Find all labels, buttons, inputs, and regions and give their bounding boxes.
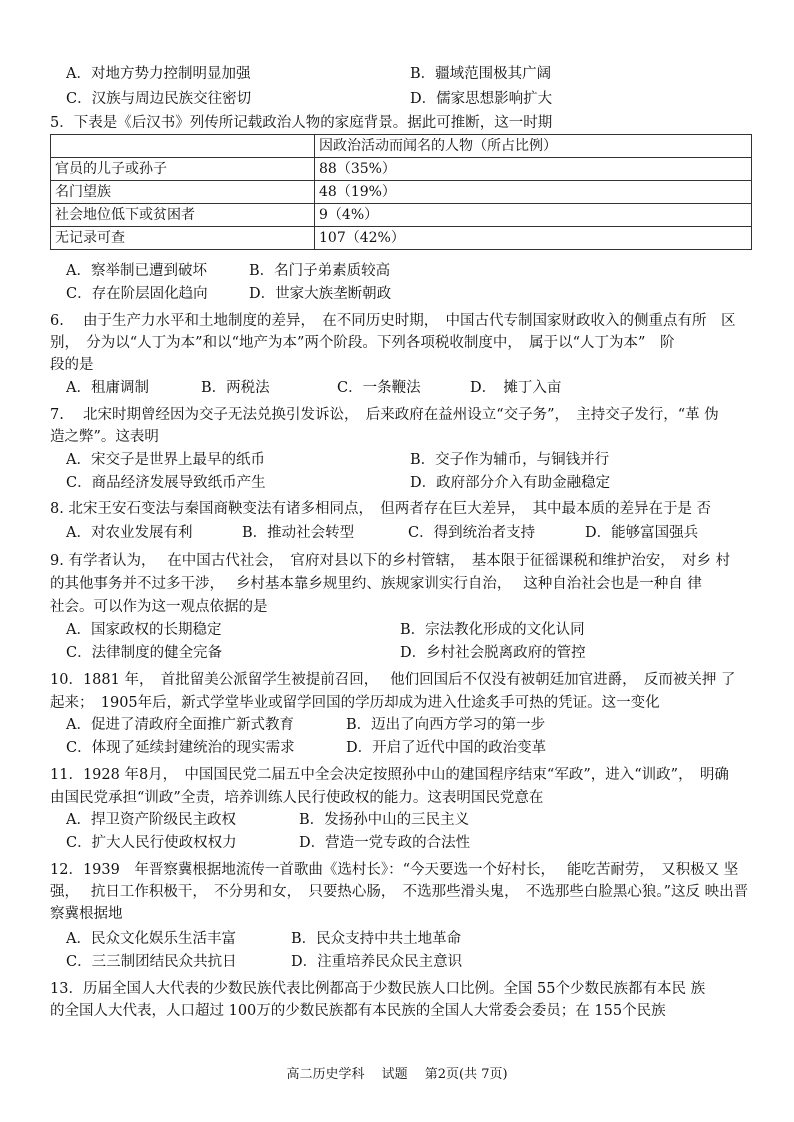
table-row	[51, 181, 752, 204]
q8-option-c: C．得到统治者支持	[408, 525, 536, 541]
q11-option-b: B．发扬孙中山的三民主义	[299, 812, 470, 828]
q5-background-table	[50, 134, 752, 250]
table-cell: 88（35%）	[315, 158, 752, 181]
q6-option-c: C．一条鞭法	[337, 380, 421, 396]
q11-stem-line-1: 11．1928 年8月， 中国国民党二届五中全会决定按照孙中山的建国程序结束“军政”，进入“训政”， 明确	[50, 767, 729, 783]
q12-option-a: A．民众文化娱乐生活丰富	[66, 931, 236, 947]
q7-option-c: C．商品经济发展导致纸币产生	[66, 475, 266, 491]
q6-option-b: B．两税法	[201, 380, 270, 396]
table-cell: 名门望族	[51, 181, 315, 204]
q5-option-a: A．察举制已遭到破坏	[66, 263, 207, 279]
q9-stem-line-1: 9. 有学者认为， 在中国古代社会， 官府对县以下的乡村管辖， 基本限于征徭课税和维护治安， 对乡 村	[50, 553, 731, 569]
q4-option-a: A．对地方势力控制明显加强	[66, 66, 251, 82]
q6-stem-line-3: 段的是	[50, 357, 94, 373]
table-row	[51, 158, 752, 181]
q10-option-d: D．开启了近代中国的政治变革	[346, 740, 547, 756]
q12-stem-line-3: 察冀根据地	[50, 906, 123, 922]
q6-option-d: D． 摊丁入亩	[470, 380, 562, 396]
q11-option-c: C．扩大人民行使政权权力	[66, 835, 237, 851]
table-cell: 无记录可查	[51, 227, 315, 250]
q4-option-d: D．儒家思想影响扩大	[410, 91, 553, 107]
table-header-row	[51, 135, 752, 158]
q12-option-c: C．三三制团结民众共抗日	[66, 954, 237, 970]
q6-option-a: A．租庸调制	[66, 380, 149, 396]
q9-option-d: D．乡村社会脱离政府的管控	[400, 645, 586, 661]
q12-stem-line-1: 12．1939 年晋察冀根据地流传一首歌曲《选村长》：“今天要选一个好村长， 能吃苦耐劳， 又积极又 坚	[50, 862, 739, 878]
table-cell: 官员的儿子或孙子	[51, 158, 315, 181]
q11-stem-line-2: 由国民党承担“训政”全责，培养训练人民行使政权的能力。这表明国民党意在	[50, 790, 544, 806]
q11-option-d: D．营造一党专政的合法性	[299, 835, 471, 851]
q4-option-b: B．疆域范围极其广阔	[410, 66, 552, 82]
q10-stem-line-1: 10．1881 年， 首批留美公派留学生被提前召回， 他们回国后不仅没有被朝廷加官进爵， 反而被关押 了	[50, 672, 736, 688]
q13-stem-line-1: 13．历届全国人大代表的少数民族代表比例都高于少数民族人口比例。全国 55个少数民族都有本民 族	[50, 981, 706, 997]
q9-stem-line-2: 的其他事务并不过多干涉， 乡村基本靠乡规里约、族规家训实行自治， 这种自治社会也是一种自 律	[50, 576, 702, 592]
table-row	[51, 227, 752, 250]
q13-stem-line-2: 的全国人大代表，人口超过 100万的少数民族都有本民族的全国人大常委会委员；在 155个民族	[50, 1003, 666, 1019]
q12-option-d: D．注重培养民众民主意识	[291, 954, 463, 970]
table-header-cell: 因政治活动而闻名的人物（所占比例）	[315, 135, 752, 158]
q10-option-b: B．迈出了向西方学习的第一步	[346, 717, 546, 733]
q7-stem-line-2: 造之弊”。这表明	[50, 429, 159, 445]
q5-option-d: D．世家大族垄断朝政	[249, 286, 392, 302]
page-footer: 高二历史学科 试题 第2页(共 7页)	[286, 1067, 508, 1082]
q6-stem-line-1: 6. 由于生产力水平和土地制度的差异， 在不同历史时期， 中国古代专制国家财政收入的侧重点有所 区	[50, 313, 736, 329]
q10-option-c: C．体现了延续封建统治的现实需求	[66, 740, 295, 756]
q7-stem-line-1: 7. 北宋时期曾经因为交子无法兑换引发诉讼， 后来政府在益州设立“交子务”， 主持交子发行，“革 伪	[50, 407, 719, 423]
q7-option-b: B．交子作为辅币，与铜钱并行	[410, 452, 610, 468]
table-row	[51, 204, 752, 227]
q7-option-a: A．宋交子是世界上最早的纸币	[66, 452, 265, 468]
table-cell: 48（19%）	[315, 181, 752, 204]
q10-option-a: A．促进了清政府全面推广新式教育	[66, 717, 294, 733]
q4-option-c: C．汉族与周边民族交往密切	[66, 91, 252, 107]
q8-option-a: A．对农业发展有利	[66, 525, 193, 541]
q9-stem-line-3: 社会。可以作为这一观点依据的是	[50, 599, 268, 615]
q9-option-b: B．宗法教化形成的文化认同	[400, 622, 585, 638]
table-cell: 社会地位低下或贫困者	[51, 204, 315, 227]
q12-stem-line-2: 强， 抗日工作积极干， 不分男和女， 只要热心肠， 不选那些滑头鬼， 不选那些白脸黑心狼。”这反 映出晋	[50, 884, 749, 900]
q9-option-c: C．法律制度的健全完备	[66, 645, 223, 661]
q10-stem-line-2: 起来； 1905年后，新式学堂毕业或留学回国的学历却成为进入仕途炙手可热的凭证。这一变化	[50, 695, 660, 711]
q6-stem-line-2: 别， 分为以“人丁为本”和以“地产为本”两个阶段。下列各项税收制度中， 属于以“人丁为本” 阶	[50, 335, 675, 351]
q8-option-d: D．能够富国强兵	[585, 525, 699, 541]
q12-option-b: B．民众支持中共土地革命	[291, 931, 462, 947]
q5-option-b: B．名门子弟素质较高	[249, 263, 391, 279]
table-cell: 9（4%）	[315, 204, 752, 227]
q7-option-d: D．政府部分介入有助金融稳定	[410, 475, 611, 491]
q9-option-a: A．国家政权的长期稳定	[66, 622, 222, 638]
table-header-cell	[51, 135, 315, 158]
q8-stem-line-1: 8. 北宋王安石变法与秦国商鞅变法有诸多相同点， 但两者存在巨大差异， 其中最本质的差异在于是 否	[50, 501, 712, 517]
q8-option-b: B．推动社会转型	[242, 525, 355, 541]
q11-option-a: A．捍卫资产阶级民主政权	[66, 812, 236, 828]
q5-option-c: C．存在阶层固化趋向	[66, 286, 208, 302]
table-cell: 107（42%）	[315, 227, 752, 250]
q5-stem: 5．下表是《后汉书》列传所记载政治人物的家庭背景。据此可推断，这一时期	[50, 115, 553, 131]
